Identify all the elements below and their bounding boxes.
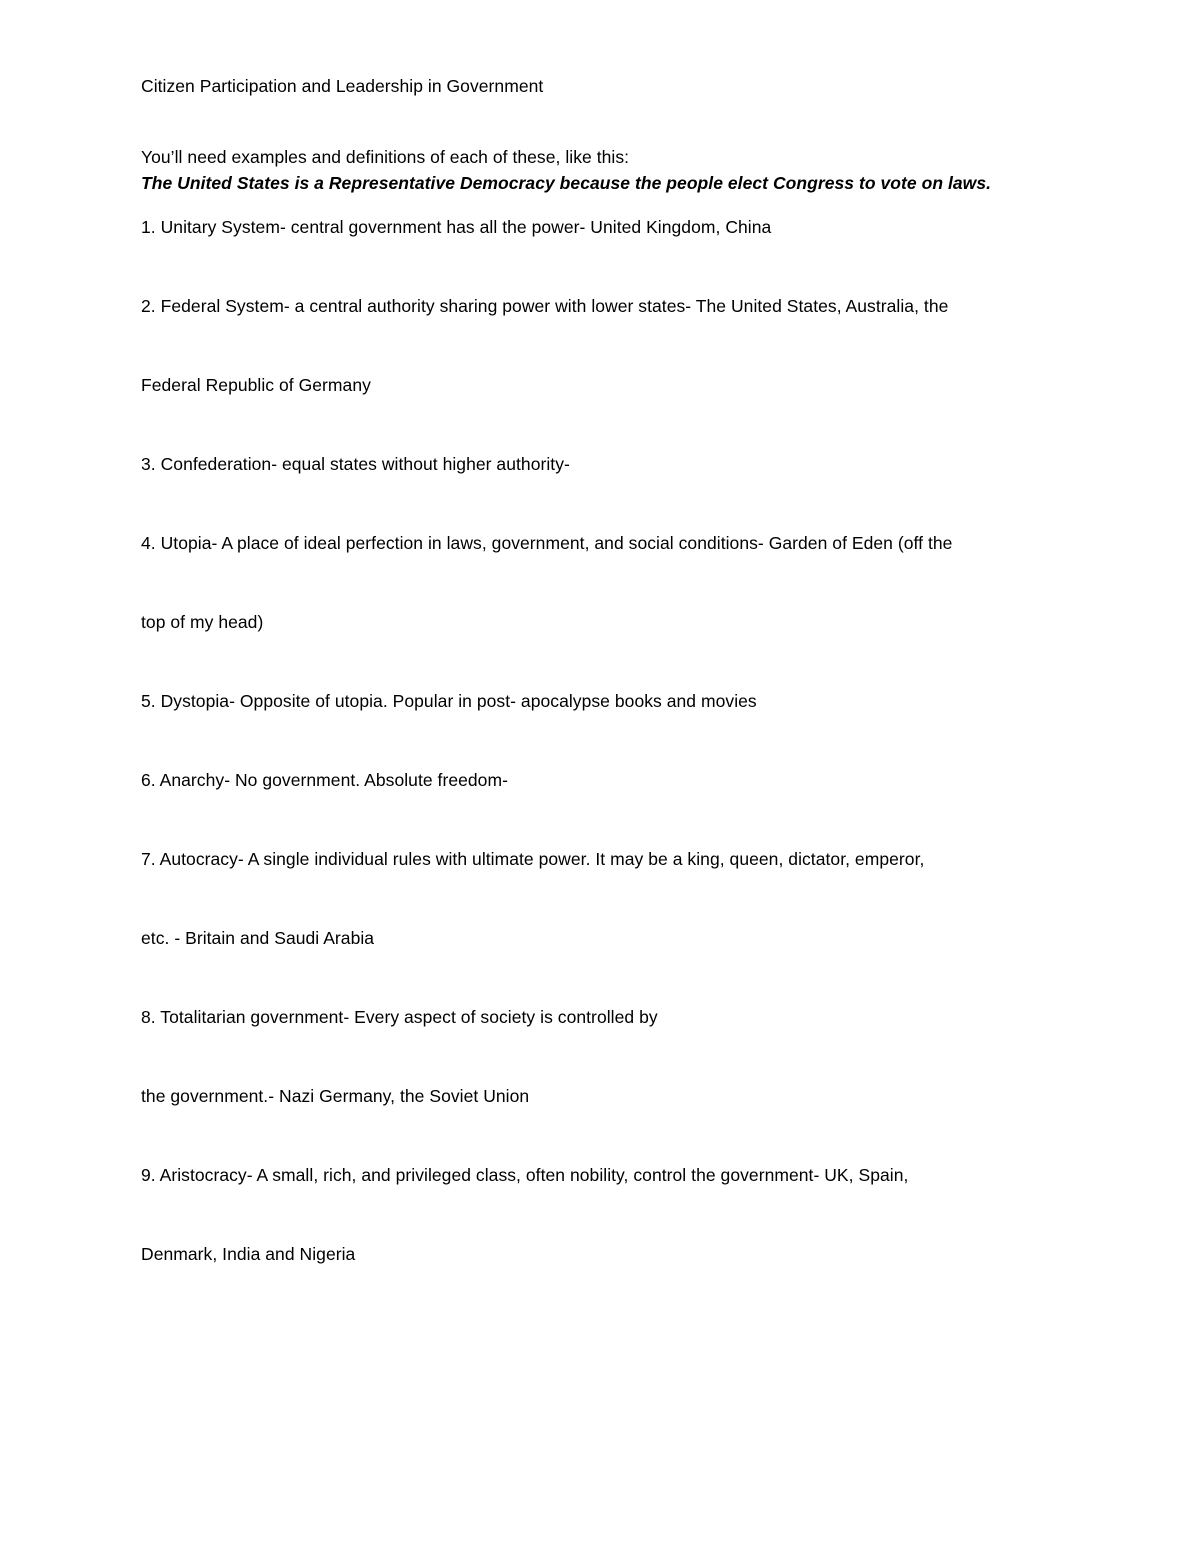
list-item-dystopia: 5. Dystopia- Opposite of utopia. Popular in post- apocalypse books and movies: [141, 691, 757, 711]
list-item-federal-system: 2. Federal System- a central authority sharing power with lower states- The United States, Australia, the: [141, 296, 949, 316]
list-item-utopia: 4. Utopia- A place of ideal perfection in laws, government, and social conditions- Garden of Eden (off the: [141, 533, 953, 553]
list-item-federal-system-continued: Federal Republic of Germany: [141, 375, 371, 395]
list-item-aristocracy: 9. Aristocracy- A small, rich, and privileged class, often nobility, control the government- UK, Spain,: [141, 1165, 909, 1185]
document-title: Citizen Participation and Leadership in Government: [141, 76, 544, 96]
instructions-text: You’ll need examples and definitions of each of these, like this:: [141, 147, 630, 167]
list-item-totalitarian: 8. Totalitarian government- Every aspect of society is controlled by: [141, 1007, 658, 1027]
list-item-confederation: 3. Confederation- equal states without higher authority-: [141, 454, 570, 474]
list-item-autocracy: 7. Autocracy- A single individual rules with ultimate power. It may be a king, queen, dictator, emperor,: [141, 849, 925, 869]
list-item-anarchy: 6. Anarchy- No government. Absolute freedom-: [141, 770, 508, 790]
list-item-unitary-system: 1. Unitary System- central government has all the power- United Kingdom, China: [141, 217, 772, 237]
example-sentence: The United States is a Representative Democracy because the people elect Congress to vote on laws.: [141, 173, 992, 193]
list-item-utopia-continued: top of my head): [141, 612, 264, 632]
list-item-totalitarian-continued: the government.- Nazi Germany, the Soviet Union: [141, 1086, 530, 1106]
list-item-autocracy-continued: etc. - Britain and Saudi Arabia: [141, 928, 375, 948]
list-item-aristocracy-continued: Denmark, India and Nigeria: [141, 1244, 356, 1264]
